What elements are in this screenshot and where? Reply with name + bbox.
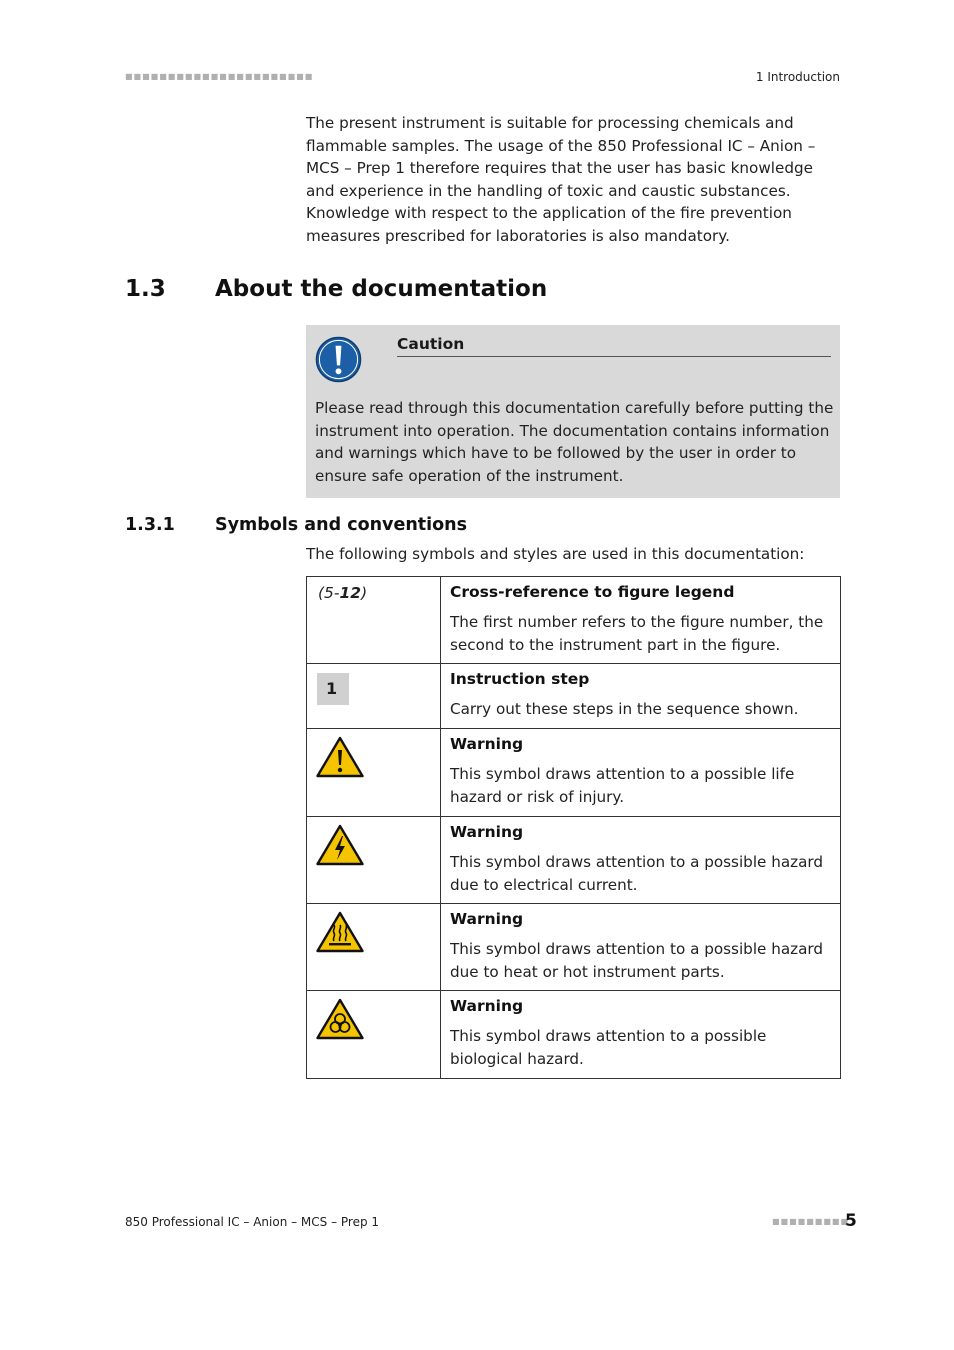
electrical-hazard-icon: [316, 824, 364, 866]
caution-title: Caution: [397, 335, 831, 357]
table-row: [307, 991, 841, 1079]
intro-paragraph: The present instrument is suitable for processing chemicals and flammable samples. The usage of the 850 Professional IC – Anion – MCS – Prep 1 therefore requires that the user has basic knowledge and experience in the handling of toxic and caustic substances. Knowledge with respect to the application of the fire prevention measures prescribed for laboratories is also mandatory.: [306, 114, 816, 245]
description-cell: [441, 817, 841, 904]
row-title: Warning: [450, 997, 524, 1015]
description-cell: [441, 991, 841, 1079]
row-title: Instruction step: [450, 670, 590, 688]
row-title: Warning: [450, 735, 524, 753]
symbol-cell: [307, 577, 441, 664]
page-number: 5: [845, 1211, 857, 1231]
table-row: [307, 817, 841, 904]
description-cell: [441, 729, 841, 817]
header-chapter: 1 Introduction: [755, 70, 840, 84]
cross-reference-example: (5-12): [318, 584, 368, 602]
symbol-cell: [307, 904, 441, 991]
row-title: Cross-reference to figure legend: [450, 583, 735, 601]
table-row: [307, 577, 841, 664]
symbol-cell: [307, 664, 441, 729]
row-title: Warning: [450, 910, 524, 928]
description-cell: [441, 904, 841, 991]
table-row: [307, 664, 841, 729]
row-description: This symbol draws attention to a possible hazard due to electrical current.: [450, 853, 824, 894]
section-number: 1.3: [125, 276, 166, 302]
row-description: This symbol draws attention to a possible life hazard or risk of injury.: [450, 765, 795, 806]
subsection-number: 1.3.1: [125, 515, 175, 535]
caution-text: Please read through this documentation carefully before putting the instrument into operation. The documentation contains information and warnings which have to be followed by the user in order to ensure safe operation of the instrument.: [315, 399, 834, 485]
row-description: This symbol draws attention to a possible biological hazard.: [450, 1027, 767, 1068]
section-title: About the documentation: [215, 276, 548, 302]
exclamation-circle-icon: [315, 336, 362, 383]
general-warning-icon: [316, 736, 364, 778]
heat-hazard-icon: [316, 911, 364, 953]
footer-product: 850 Professional IC – Anion – MCS – Prep 1: [125, 1215, 380, 1229]
symbol-cell: [307, 729, 441, 817]
description-cell: [441, 664, 841, 729]
row-description: This symbol draws attention to a possible hazard due to heat or hot instrument parts.: [450, 940, 824, 981]
row-description: Carry out these steps in the sequence shown.: [450, 700, 799, 718]
row-title: Warning: [450, 823, 524, 841]
symbol-cell: [307, 817, 441, 904]
header-decoration: ■■■■■■■■■■■■■■■■■■■■■■: [125, 72, 314, 81]
biohazard-icon: [316, 998, 364, 1040]
symbols-table: [306, 576, 841, 1079]
footer-decoration: ■■■■■■■■■: [772, 1217, 850, 1226]
table-row: [307, 904, 841, 991]
table-row: [307, 729, 841, 817]
subsection-title: Symbols and conventions: [215, 515, 468, 535]
instruction-step-badge: 1: [317, 673, 349, 705]
subsection-intro: The following symbols and styles are used in this documentation:: [306, 545, 805, 563]
row-description: The first number refers to the figure number, the second to the instrument part in the figure.: [450, 613, 824, 654]
symbol-cell: [307, 991, 441, 1079]
caution-box: [306, 325, 840, 498]
description-cell: [441, 577, 841, 664]
